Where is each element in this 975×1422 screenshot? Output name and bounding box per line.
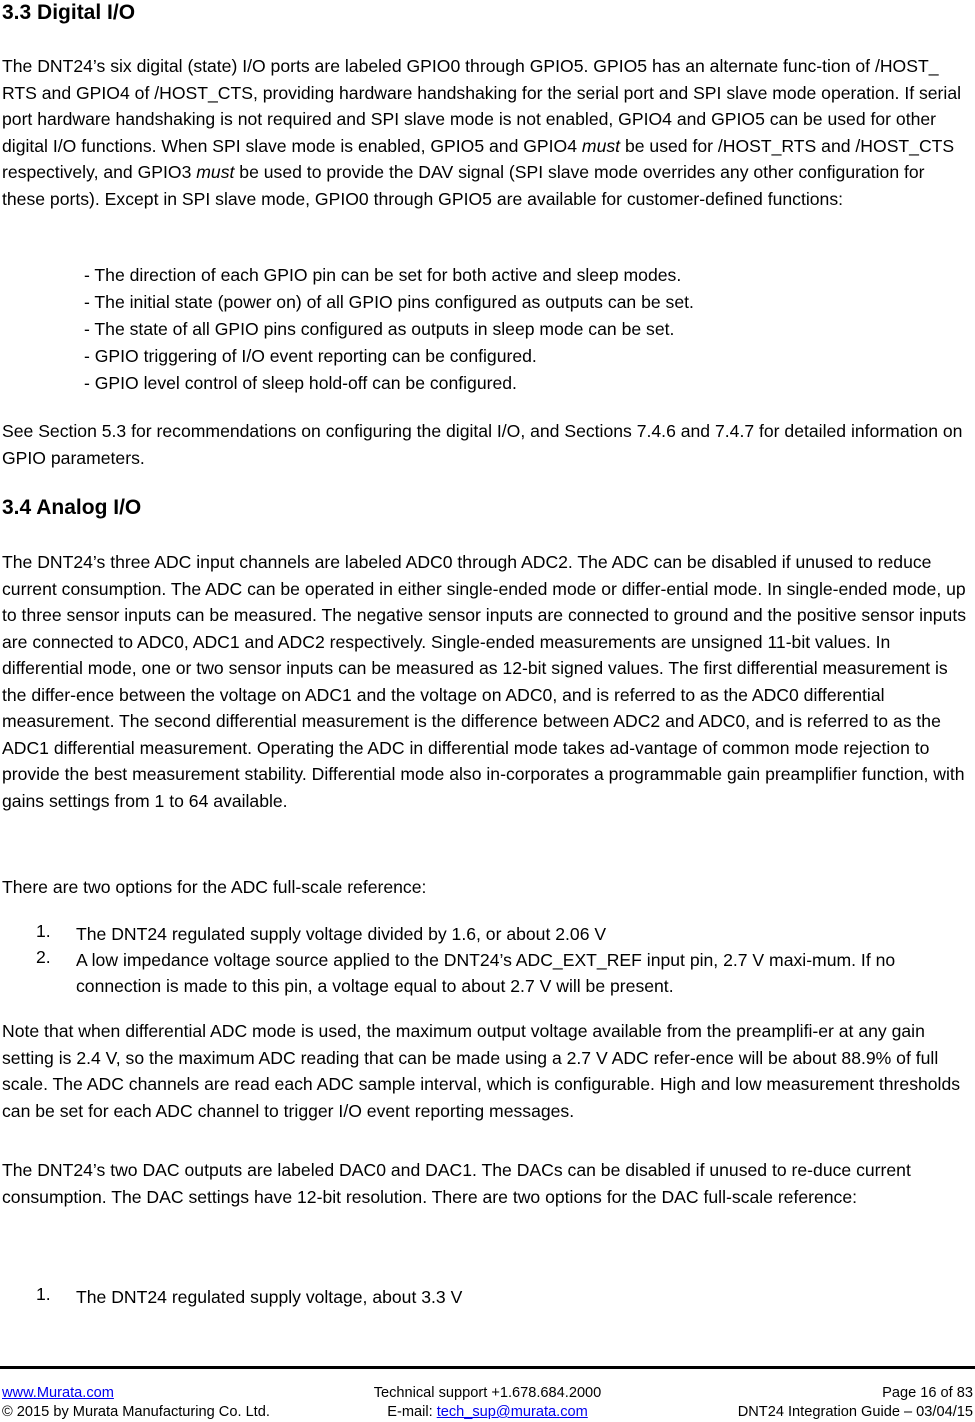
copyright-text: © 2015 by Murata Manufacturing Co. Ltd. bbox=[2, 1404, 270, 1420]
list-item: - The initial state (power on) of all GPIO pins configured as outputs can be set. bbox=[84, 292, 694, 312]
list-text: The DNT24 regulated supply voltage divided by 1.6, or about 2.06 V bbox=[76, 924, 607, 944]
section-heading-analog-io: 3.4 Analog I/O bbox=[2, 496, 142, 519]
email-link[interactable]: tech_sup@murata.com bbox=[436, 1404, 588, 1420]
digital-io-paragraph: The DNT24’s six digital (state) I/O ports are labeled GPIO0 through GPIO5. GPIO5 has an alternate func-tion of /HOST_ RTS and GPIO4 of /HOST_CTS, providing hardware handshaking for the serial port and SPI slave mode operation. If serial port hardware handshaking is not required and SPI slave mode is not enabled, GPIO4 and GPIO5 can be used for other digital I/O functions. When SPI slave mode is enabled, GPIO5 and GPIO4 must be used for /HOST_RTS and /HOST_CTS respectively, and GPIO3 must be used to provide the DAV signal (SPI slave mode overrides any other configuration for these ports). Except in SPI slave mode, GPIO0 through GPIO5 are available for customer-defined functions: bbox=[2, 56, 962, 209]
differential-adc-note: Note that when differential ADC mode is used, the maximum output voltage available from the preamplifi-er at any gain setting is 2.4 V, so the maximum ADC reading that can be made using a 2.7 V ADC refer-ence will be about 88.9% of full scale. The ADC channels are read each ADC sample interval, which is configurable. High and low measurement thresholds can be set for each ADC channel to trigger I/O event reporting messages. bbox=[2, 1021, 961, 1121]
dac-paragraph: The DNT24’s two DAC outputs are labeled DAC0 and DAC1. The DACs can be disabled if unused to re-duce current consumption. The DAC settings have 12-bit resolution. There are two options for the DAC full-scale reference: bbox=[2, 1160, 911, 1207]
support-phone: Technical support +1.678.684.2000 bbox=[373, 1385, 602, 1401]
website-link[interactable]: www.Murata.com bbox=[2, 1385, 114, 1401]
list-item bbox=[36, 921, 972, 947]
list-item: - GPIO triggering of I/O event reporting can be configured. bbox=[84, 346, 537, 366]
footer-divider bbox=[0, 1366, 975, 1369]
adc-paragraph: The DNT24’s three ADC input channels are labeled ADC0 through ADC2. The ADC can be disabled if unused to reduce current consumption. The ADC can be operated in either single-ended mode or differ-ential mode. In single-ended mode, up to three sensor inputs can be measured. The negative sensor inputs are connected to ground and the positive sensor inputs are connected to ADC0, ADC1 and ADC2 respectively. Single-ended measurements are unsigned 11-bit values. In differential mode, one or two sensor inputs can be measured as 12-bit signed values. The first differential measurement is the differ-ence between the voltage on ADC1 and the voltage on ADC0, and is referred to as the ADC0 differential measurement. The second differential measurement is the difference between ADC2 and ADC0, and is referred to as the ADC1 differential measurement. Operating the ADC in differential mode takes ad-vantage of common mode rejection to provide the best measurement stability. Differential mode also in-corporates a programmable gain preamplifier function, with gains settings from 1 to 64 available. bbox=[2, 552, 967, 811]
emphasis-must: must bbox=[581, 135, 621, 156]
list-item bbox=[36, 1284, 972, 1310]
digital-io-reference-paragraph: See Section 5.3 for recommendations on configuring the digital I/O, and Sections 7.4.6 and 7.4.7 for detailed information on GPIO parameters. bbox=[2, 421, 963, 468]
list-number: 2. bbox=[36, 947, 51, 967]
list-item: - The direction of each GPIO pin can be set for both active and sleep modes. bbox=[84, 265, 682, 285]
guide-title: DNT24 Integration Guide – 03/04/15 bbox=[737, 1404, 973, 1420]
list-number: 1. bbox=[36, 921, 51, 941]
page-number: Page 16 of 83 bbox=[882, 1385, 973, 1401]
list-number: 1. bbox=[36, 1284, 51, 1304]
section-heading-digital-io: 3.3 Digital I/O bbox=[2, 1, 136, 24]
list-item: - GPIO level control of sleep hold-off can be configured. bbox=[84, 373, 517, 393]
support-email: E-mail: tech_sup@murata.com bbox=[387, 1404, 588, 1420]
list-text: A low impedance voltage source applied to the DNT24’s ADC_EXT_REF input pin, 2.7 V maxi-mum. If no connection is made to this pin, a voltage equal to about 2.7 V will be present. bbox=[76, 950, 896, 996]
list-item: - The state of all GPIO pins configured as outputs in sleep mode can be set. bbox=[84, 319, 675, 339]
adc-reference-intro: There are two options for the ADC full-scale reference: bbox=[2, 877, 427, 897]
list-item bbox=[36, 947, 972, 999]
list-text: The DNT24 regulated supply voltage, about 3.3 V bbox=[76, 1287, 463, 1307]
emphasis-must: must bbox=[196, 162, 235, 182]
